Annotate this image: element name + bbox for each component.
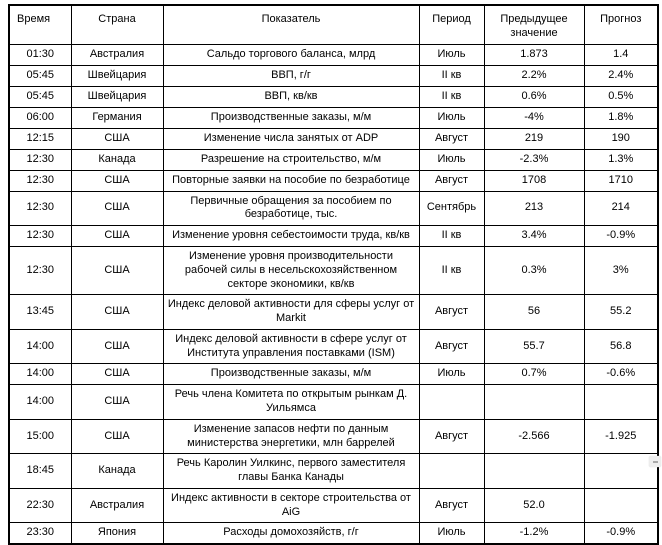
forecast-cell: 55.2	[584, 295, 658, 330]
period-cell: Август	[419, 329, 484, 364]
time-cell: 14:00	[9, 364, 71, 385]
period-cell: Июль	[419, 44, 484, 65]
indicator-cell: Изменение запасов нефти по данным министерства энергетики, млн баррелей	[163, 419, 419, 454]
time-cell: 05:45	[9, 65, 71, 86]
time-cell: 12:15	[9, 128, 71, 149]
indicator-cell: Сальдо торгового баланса, млрд	[163, 44, 419, 65]
forecast-cell: 1.4	[584, 44, 658, 65]
period-cell: Август	[419, 170, 484, 191]
table-row	[9, 523, 658, 544]
table-row	[9, 191, 658, 226]
previous-cell: 0.7%	[484, 364, 584, 385]
forecast-cell: -1.925	[584, 419, 658, 454]
table-row	[9, 295, 658, 330]
previous-cell: 1708	[484, 170, 584, 191]
forecast-cell: 214	[584, 191, 658, 226]
indicator-cell: Разрешение на строительство, м/м	[163, 149, 419, 170]
header-row	[9, 5, 658, 44]
period-cell: Июль	[419, 149, 484, 170]
indicator-cell: Изменение числа занятых от ADP	[163, 128, 419, 149]
period-cell: Сентябрь	[419, 191, 484, 226]
time-cell: 05:45	[9, 86, 71, 107]
time-cell: 12:30	[9, 247, 71, 295]
period-cell: II кв	[419, 226, 484, 247]
previous-cell: 55.7	[484, 329, 584, 364]
previous-cell: -2.566	[484, 419, 584, 454]
table-header	[9, 5, 658, 44]
country-cell: Канада	[71, 149, 163, 170]
time-cell: 12:30	[9, 170, 71, 191]
table-row	[9, 329, 658, 364]
period-cell: Август	[419, 419, 484, 454]
table-row	[9, 226, 658, 247]
indicator-cell: Речь Каролин Уилкинс, первого заместителя главы Банка Канады	[163, 454, 419, 489]
table-row	[9, 44, 658, 65]
previous-cell	[484, 385, 584, 420]
period-cell: Август	[419, 488, 484, 523]
forecast-cell: -0.6%	[584, 364, 658, 385]
country-cell: США	[71, 385, 163, 420]
scrollbar-down-icon	[653, 461, 658, 463]
time-cell: 15:00	[9, 419, 71, 454]
indicator-cell: Повторные заявки на пособие по безработице	[163, 170, 419, 191]
forecast-cell: 1710	[584, 170, 658, 191]
previous-cell: -4%	[484, 107, 584, 128]
table-row	[9, 385, 658, 420]
previous-cell: 213	[484, 191, 584, 226]
column-header-previous: Предыдущее значение	[484, 5, 584, 44]
period-cell: II кв	[419, 86, 484, 107]
country-cell: США	[71, 128, 163, 149]
previous-cell: 52.0	[484, 488, 584, 523]
country-cell: Австралия	[71, 44, 163, 65]
country-cell: Швейцария	[71, 65, 163, 86]
country-cell: Канада	[71, 454, 163, 489]
country-cell: США	[71, 247, 163, 295]
previous-cell: 0.6%	[484, 86, 584, 107]
indicator-cell: ВВП, кв/кв	[163, 86, 419, 107]
forecast-cell	[584, 385, 658, 420]
country-cell: США	[71, 295, 163, 330]
country-cell: Германия	[71, 107, 163, 128]
period-cell: Август	[419, 295, 484, 330]
forecast-cell: 190	[584, 128, 658, 149]
column-header-country: Страна	[71, 5, 163, 44]
country-cell: США	[71, 419, 163, 454]
period-cell: Август	[419, 128, 484, 149]
table-row	[9, 107, 658, 128]
indicator-cell: Производственные заказы, м/м	[163, 107, 419, 128]
scrollbar-down-button[interactable]	[649, 456, 661, 467]
time-cell: 12:30	[9, 191, 71, 226]
forecast-cell: -0.9%	[584, 226, 658, 247]
period-cell: II кв	[419, 247, 484, 295]
forecast-cell: 56.8	[584, 329, 658, 364]
indicator-cell: Расходы домохозяйств, г/г	[163, 523, 419, 544]
table-row	[9, 170, 658, 191]
time-cell: 06:00	[9, 107, 71, 128]
forecast-cell: -0.9%	[584, 523, 658, 544]
previous-cell: 0.3%	[484, 247, 584, 295]
indicator-cell: Первичные обращения за пособием по безработице, тыс.	[163, 191, 419, 226]
country-cell: США	[71, 191, 163, 226]
previous-cell: 3.4%	[484, 226, 584, 247]
previous-cell: 2.2%	[484, 65, 584, 86]
indicator-cell: Изменение уровня себестоимости труда, кв/кв	[163, 226, 419, 247]
time-cell: 14:00	[9, 329, 71, 364]
forecast-cell: 3%	[584, 247, 658, 295]
time-cell: 12:30	[9, 226, 71, 247]
time-cell: 23:30	[9, 523, 71, 544]
country-cell: США	[71, 170, 163, 191]
time-cell: 18:45	[9, 454, 71, 489]
country-cell: США	[71, 329, 163, 364]
column-header-forecast: Прогноз	[584, 5, 658, 44]
indicator-cell: Изменение уровня производительности рабочей силы в несельскохозяйственном секторе экономики, кв/кв	[163, 247, 419, 295]
period-cell: Июль	[419, 364, 484, 385]
previous-cell: -2.3%	[484, 149, 584, 170]
table-row	[9, 419, 658, 454]
indicator-cell: ВВП, г/г	[163, 65, 419, 86]
indicator-cell: Индекс активности в секторе строительства от AiG	[163, 488, 419, 523]
country-cell: Япония	[71, 523, 163, 544]
time-cell: 12:30	[9, 149, 71, 170]
indicator-cell: Речь члена Комитета по открытым рынкам Д. Уильямса	[163, 385, 419, 420]
table-row	[9, 247, 658, 295]
table-row	[9, 149, 658, 170]
indicator-cell: Производственные заказы, м/м	[163, 364, 419, 385]
previous-cell: 219	[484, 128, 584, 149]
time-cell: 22:30	[9, 488, 71, 523]
period-cell	[419, 454, 484, 489]
forecast-cell: 1.8%	[584, 107, 658, 128]
time-cell: 14:00	[9, 385, 71, 420]
indicator-cell: Индекс деловой активности в сфере услуг от Института управления поставками (ISM)	[163, 329, 419, 364]
forecast-cell	[584, 454, 658, 489]
forecast-cell: 0.5%	[584, 86, 658, 107]
country-cell: Швейцария	[71, 86, 163, 107]
column-header-time: Время	[9, 5, 71, 44]
previous-cell: 56	[484, 295, 584, 330]
period-cell: Июль	[419, 523, 484, 544]
time-cell: 01:30	[9, 44, 71, 65]
table-row	[9, 128, 658, 149]
time-cell: 13:45	[9, 295, 71, 330]
country-cell: США	[71, 226, 163, 247]
forecast-cell: 2.4%	[584, 65, 658, 86]
table-body	[9, 44, 658, 544]
period-cell: Июль	[419, 107, 484, 128]
column-header-period: Период	[419, 5, 484, 44]
table-row	[9, 364, 658, 385]
table-row	[9, 65, 658, 86]
country-cell: США	[71, 364, 163, 385]
previous-cell	[484, 454, 584, 489]
period-cell	[419, 385, 484, 420]
indicator-cell: Индекс деловой активности для сферы услуг от Markit	[163, 295, 419, 330]
country-cell: Австралия	[71, 488, 163, 523]
period-cell: II кв	[419, 65, 484, 86]
economic-calendar-table	[8, 4, 659, 545]
forecast-cell: 1.3%	[584, 149, 658, 170]
table-row	[9, 86, 658, 107]
table-row	[9, 454, 658, 489]
forecast-cell	[584, 488, 658, 523]
column-header-indicator: Показатель	[163, 5, 419, 44]
table-row	[9, 488, 658, 523]
previous-cell: -1.2%	[484, 523, 584, 544]
previous-cell: 1.873	[484, 44, 584, 65]
